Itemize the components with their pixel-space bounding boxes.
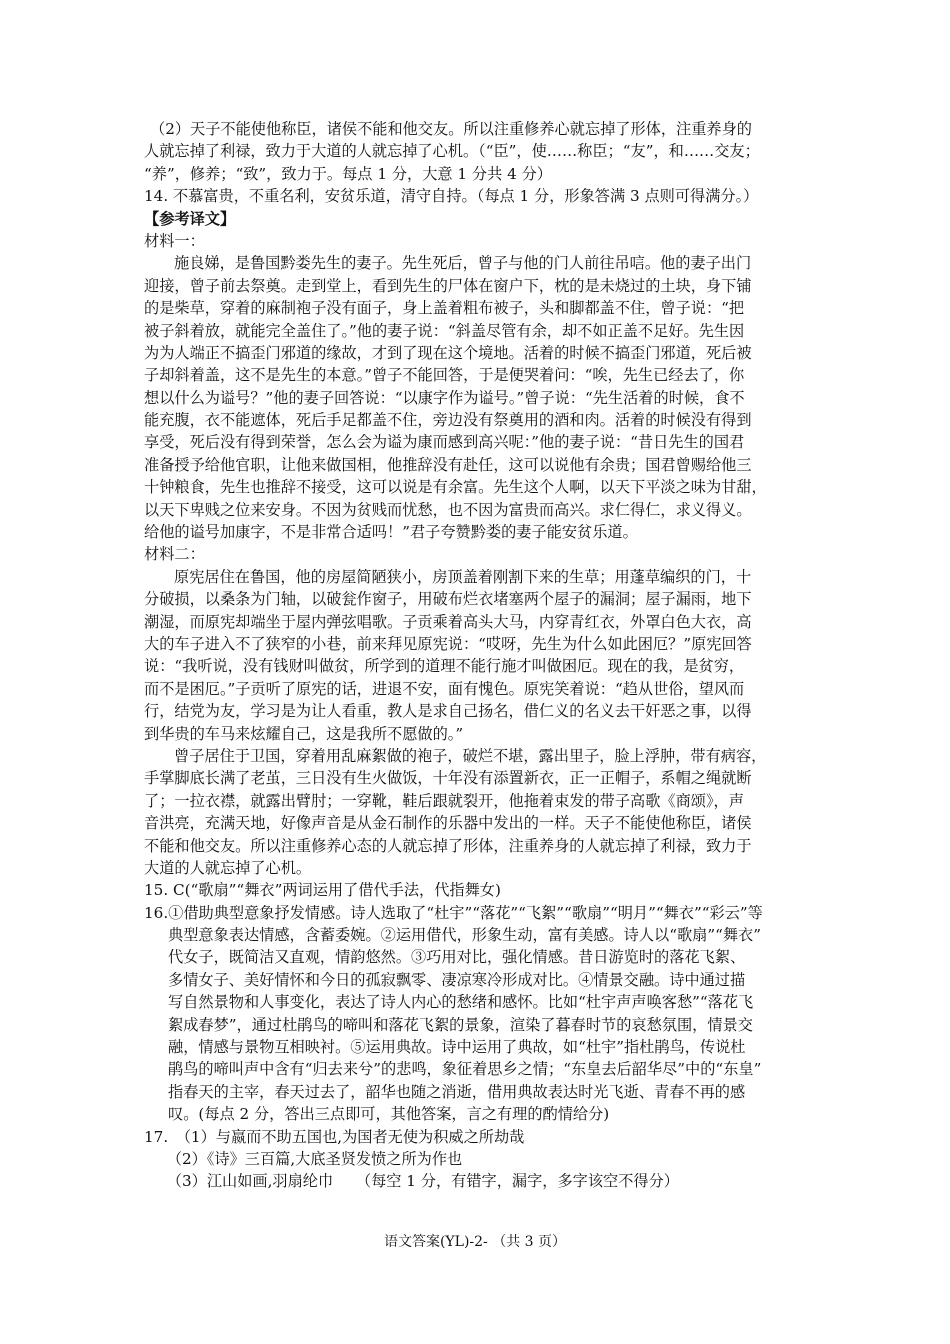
text-line: 鹃鸟的啼叫声中含有“归去来兮”的悲鸣，象征着思乡之情；“东皇去后韶华尽”中的“东皇” (168, 1060, 762, 1079)
material2-paragraph-2 (144, 745, 808, 879)
text-line: 十钟粮食，先生也推辞不接受，这可以说是有余富。先生这个人啊，以天下平淡之味为甘甜， (144, 478, 767, 497)
text-line: 的是柴草，穿着的麻制袍子没有面子，身上盖着粗布被子，头和脚都盖不住，曾子说：“把 (144, 299, 745, 318)
text-line: 写自然景物和人事变化，表达了诗人内心的愁绪和感怀。比如“杜宇声声唤客愁”“落花飞 (168, 993, 754, 1012)
q17-answer (144, 1126, 808, 1193)
translation-heading: 【参考译文】 (144, 209, 236, 228)
text-line: 融，情感与景物互相映衬。⑤运用典故。诗中运用了典故，如“杜宇”指杜鹃鸟，传说杜 (168, 1038, 746, 1057)
text-line: 潮湿，而原宪却端坐于屋内弹弦唱歌。子贡乘着高头大马，内穿青红衣，外罩白色大衣，高 (144, 612, 752, 631)
text-line: 16.①借助典型意象抒发情感。诗人选取了“杜宇”“落花”“飞絮”“歌扇”“明月”“舞衣”“彩云”等 (144, 903, 763, 922)
text-line: 了；一拉衣襟，就露出臂肘；一穿靴，鞋后跟就裂开，他拖着束发的带子高歌《商颂》，声 (144, 791, 744, 810)
q14-answer: 14. 不慕富贵，不重名利，安贫乐道，清守自持。（每点 1 分，形象答满 3 点则可得满分。） (144, 187, 759, 206)
material1-label: 材料一： (144, 231, 205, 250)
page-footer: 语文答案(YL)-2- （共 3 页） (383, 1234, 567, 1250)
text-line: （2）《诗》三百篇,大底圣贤发愤之所为作也 (144, 1149, 463, 1168)
text-line: 指春天的主宰，春天过去了，韶华也随之消逝，借用典故表达时光飞逝、青春不再的感 (168, 1082, 746, 1101)
text-line: 音洪亮，充满天地，好像声音是从金石制作的乐器中发出的一样。天子不能使他称臣，诸侯 (144, 814, 752, 833)
text-line: （2）天子不能使他称臣，诸侯不能和他交友。所以注重修养心就忘掉了形体，注重养身的 (150, 120, 752, 138)
text-line: 大道的人就忘掉了心机。 (144, 858, 312, 877)
text-line: 准备授予给他官职，让他来做国相，他推辞没有赴任，这可以说他有余贵；国君曾赐给他三 (144, 455, 752, 474)
q15-answer: 15. C(“歌扇”“舞衣”两词运用了借代手法，代指舞女) (144, 881, 501, 900)
text-line: 迎接，曾子前去祭奠。走到堂上，看到先生的尸体在窗户下，枕的是未烧过的土块，身下铺 (144, 276, 752, 295)
material2-paragraph-1 (144, 566, 808, 745)
text-line: 子却斜着盖，这不是先生的本意。”曾子不能回答，于是便哭着问：“唉，先生已经去了，你 (144, 366, 745, 385)
text-line: 大的车子进入不了狭窄的小巷，前来拜见原宪说：“哎呀，先生为什么如此困厄？”原宪回答 (144, 634, 752, 653)
material1-paragraph (144, 252, 808, 543)
material2-label: 材料二： (144, 545, 205, 564)
text-line: 施良娣，是鲁国黔娄先生的妻子。先生死后，曾子与他的门人前往吊唁。他的妻子出门 (174, 254, 752, 273)
text-line: 人就忘掉了利禄，致力于大道的人就忘掉了心机。（“臣”，使……称臣；“友”，和……交友； (144, 142, 760, 161)
text-line: 能充腹，衣不能遮体，死后手足都盖不住，旁边没有祭奠用的酒和肉。活着的时候没有得到 (144, 411, 752, 430)
text-line: 到华贵的车马来炫耀自己，这是我所不愿做的。” (144, 724, 464, 743)
text-line: 分破损，以桑条为门轴，以破瓮作窗子，用破布烂衣堵塞两个屋子的漏洞；屋子漏雨，地下 (144, 590, 752, 609)
text-line: 想以什么为谥号？”他的妻子回答说：“以康字作为谥号。”曾子说：“先生活着的时候，食不 (144, 388, 745, 407)
q16-answer (144, 902, 808, 1126)
text-line: 行，结党为友，学习是为让人看重，教人是求自己扬名，借仁义的名义去干奸恶之事，以得 (144, 702, 752, 721)
text-line: 絮成春梦”，通过杜鹃鸟的啼叫和落花飞絮的景象，渲染了暮春时节的哀愁氛围，情景交 (168, 1015, 753, 1034)
text-line: 手掌脚底长满了老茧，三日没有生火做饭，十年没有添置新衣，正一正帽子，系帽之绳就断 (144, 769, 752, 788)
text-line: 而不是困厄。”子贡听了原宪的话，进退不安，面有愧色。原宪笑着说：“趋从世俗，望风而 (144, 679, 745, 698)
text-line: 享受，死后没有得到荣誉，怎么会为谥为康而感到高兴呢：”他的妻子说：“昔日先生的国君 (144, 433, 745, 452)
text-line: “养”，修养；“致”，致力于。每点 1 分，大意 1 分共 4 分） (144, 164, 552, 183)
text-line: 曾子居住于卫国，穿着用乱麻絮做的袍子，破烂不堪，露出里子，脸上浮肿，带有病容， (174, 746, 767, 765)
text-line: 说：“我听说，没有钱财叫做贫，所学到的道理不能行施才叫做困厄。现在的我，是贫穷， (144, 657, 745, 676)
q13-2-block (144, 118, 808, 185)
text-line: 被子斜着放，就能完全盖住了。”他的妻子说：“斜盖尽管有余，却不如正盖不足好。先生因 (144, 321, 745, 340)
text-line: 给他的谥号加康字，不是非常合适吗！”君子夸赞黔娄的妻子能安贫乐道。 (144, 523, 638, 542)
text-line: 多情女子、美好情怀和今日的孤寂飘零、凄凉寒冷形成对比。④情景交融。诗中通过描 (168, 970, 746, 989)
text-line: 为为人端正不搞歪门邪道的缘故，才到了现在这个境地。活着的时候不搞歪门邪道，死后被 (144, 343, 752, 362)
text-line: （3）江山如画,羽扇纶巾 （每空 1 分，有错字，漏字，多字该空不得分） (144, 1172, 679, 1191)
text-line: 以天下卑贱之位来安身。不因为贫贱而忧愁，也不因为富贵而高兴。求仁得仁，求义得义。 (144, 500, 752, 519)
text-line: 不能和他交友。所以注重修养心态的人就忘掉了形体，注重养身的人就忘掉了利禄，致力于 (144, 836, 752, 855)
text-line: 典型意象表达情感，含蓄委婉。②运用借代，形象生动，富有美感。诗人以“歌扇”“舞衣” (168, 926, 761, 945)
answer-page (144, 118, 808, 1193)
text-line: 17. （1）与嬴而不助五国也,为国者无使为积威之所劫哉 (144, 1127, 525, 1146)
text-line: 叹。(每点 2 分，答出三点即可，其他答案，言之有理的酌情给分) (168, 1105, 610, 1124)
text-line: 原宪居住在鲁国，他的房屋简陋狭小，房顶盖着刚割下来的生草；用蓬草编织的门，十 (174, 567, 752, 586)
text-line: 代女子，既简洁又直观，情韵悠然。③巧用对比，强化情感。昔日游览时的落花飞絮、 (168, 948, 746, 967)
